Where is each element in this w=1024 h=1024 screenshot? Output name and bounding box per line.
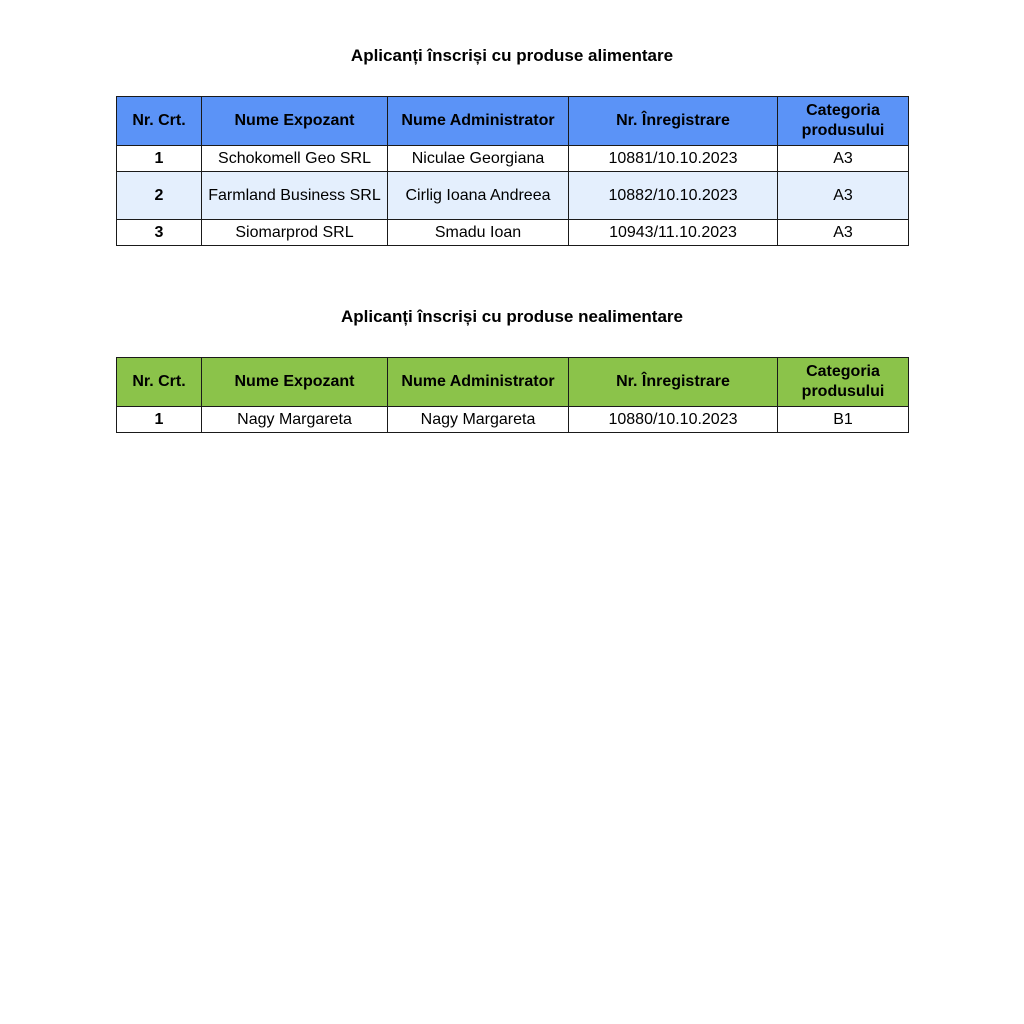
table-row	[117, 172, 909, 220]
registration-number: 10943/11.10.2023	[569, 220, 778, 246]
row-number: 1	[117, 146, 202, 172]
table-row	[117, 146, 909, 172]
table-header-row	[117, 358, 909, 407]
administrator-name: Nagy Margareta	[388, 407, 569, 433]
column-header-category: Categoria produsului	[778, 358, 909, 407]
table-row	[117, 407, 909, 433]
administrator-name: Niculae Georgiana	[388, 146, 569, 172]
product-category: A3	[778, 172, 909, 220]
row-number: 1	[117, 407, 202, 433]
table-header-row	[117, 97, 909, 146]
administrator-name: Cirlig Ioana Andreea	[388, 172, 569, 220]
row-number: 2	[117, 172, 202, 220]
column-header-administrator: Nume Administrator	[388, 97, 569, 146]
food-section-title: Aplicanți înscriși cu produse alimentare	[350, 46, 674, 65]
food-applicants-table	[116, 96, 909, 246]
registration-number: 10881/10.10.2023	[569, 146, 778, 172]
exhibitor-name: Schokomell Geo SRL	[202, 146, 388, 172]
product-category: A3	[778, 220, 909, 246]
registration-number: 10882/10.10.2023	[569, 172, 778, 220]
product-category: A3	[778, 146, 909, 172]
column-header-registration: Nr. Înregistrare	[569, 358, 778, 407]
table-row	[117, 220, 909, 246]
column-header-exhibitor: Nume Expozant	[202, 358, 388, 407]
column-header-exhibitor: Nume Expozant	[202, 97, 388, 146]
column-header-nr-crt: Nr. Crt.	[117, 358, 202, 407]
registration-number: 10880/10.10.2023	[569, 407, 778, 433]
column-header-category: Categoria produsului	[778, 97, 909, 146]
exhibitor-name: Nagy Margareta	[202, 407, 388, 433]
nonfood-section-title: Aplicanți înscriși cu produse nealimentare	[341, 307, 683, 326]
nonfood-applicants-table	[116, 357, 909, 433]
exhibitor-name: Siomarprod SRL	[202, 220, 388, 246]
column-header-administrator: Nume Administrator	[388, 358, 569, 407]
administrator-name: Smadu Ioan	[388, 220, 569, 246]
column-header-registration: Nr. Înregistrare	[569, 97, 778, 146]
row-number: 3	[117, 220, 202, 246]
exhibitor-name: Farmland Business SRL	[202, 172, 388, 220]
column-header-nr-crt: Nr. Crt.	[117, 97, 202, 146]
product-category: B1	[778, 407, 909, 433]
